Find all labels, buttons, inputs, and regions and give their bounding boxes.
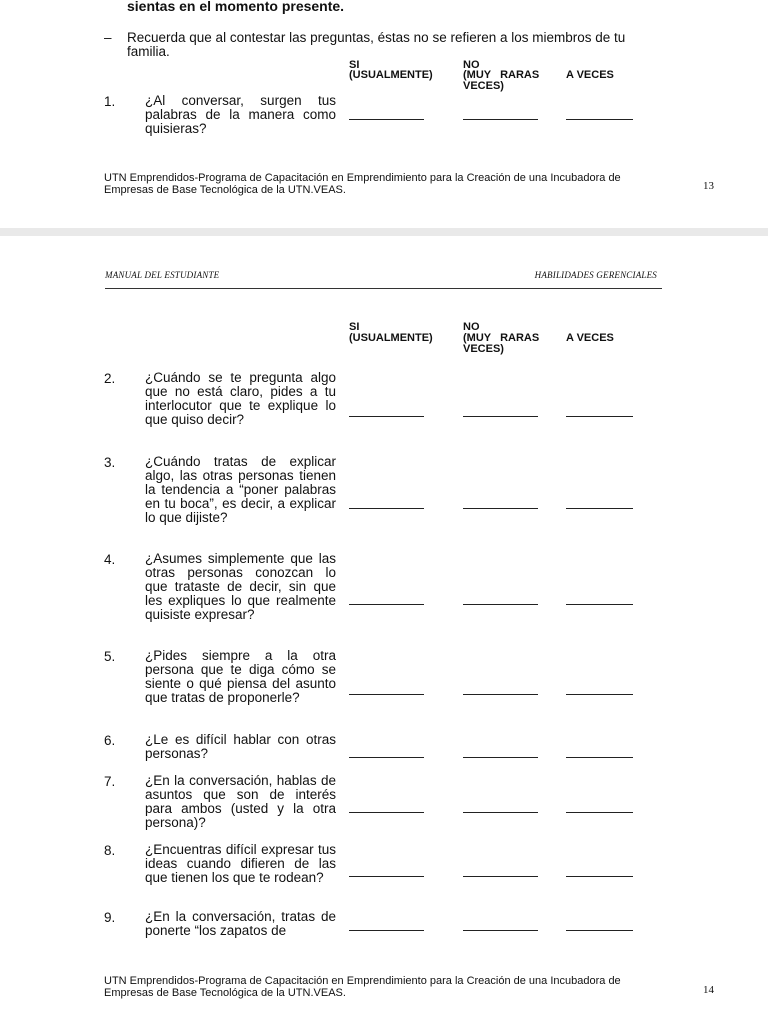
answer-no-line[interactable] [463, 694, 538, 695]
col-a-veces-label: A VECES [566, 332, 614, 344]
answer-a-veces-line[interactable] [566, 119, 633, 120]
col-muy-raras-label: (MUY RARAS [463, 69, 540, 81]
col-usualmente-label: (USUALMENTE) [349, 69, 433, 81]
col-a-veces-label: A VECES [566, 69, 614, 81]
question-text: ¿Encuentras difícil expresar tus ideas cuando difieren de las que tienen los que te rodean? [145, 842, 336, 885]
page-13 [0, 0, 768, 228]
answer-a-veces-line[interactable] [566, 876, 633, 877]
question-number: 1. [104, 94, 116, 109]
answer-si-line[interactable] [349, 812, 424, 813]
section-heading: sientas en el momento presente. [127, 0, 345, 14]
page-14 [0, 236, 768, 1024]
answer-no-line[interactable] [463, 416, 538, 417]
header-rule [105, 288, 662, 289]
question-number: 3. [104, 455, 116, 470]
answer-no-line[interactable] [463, 604, 538, 605]
col-usualmente-label: (USUALMENTE) [349, 332, 433, 344]
running-header-left: MANUAL DEL ESTUDIANTE [105, 270, 220, 280]
answer-a-veces-line[interactable] [566, 757, 633, 758]
instruction-note: Recuerda que al contestar las preguntas, éstas no se refieren a los miembros de tu familia. [127, 30, 626, 59]
col-si-label: SI [349, 321, 360, 333]
answer-a-veces-line[interactable] [566, 416, 633, 417]
answer-no-line[interactable] [463, 812, 538, 813]
bullet-dash: – [104, 30, 112, 45]
question-number: 4. [104, 552, 116, 567]
answer-a-veces-line[interactable] [566, 812, 633, 813]
answer-si-line[interactable] [349, 416, 424, 417]
question-number: 8. [104, 843, 116, 858]
answer-a-veces-line[interactable] [566, 930, 633, 931]
answer-no-line[interactable] [463, 508, 538, 509]
col-no-label: NO [463, 321, 480, 333]
footer-text: UTN Emprendidos-Programa de Capacitación en Emprendimiento para la Creación de una Incubadora de Empresas de Base Tecnológica de la UTN.VEAS. [104, 172, 621, 196]
col-si-label: SI [349, 59, 360, 71]
answer-no-line[interactable] [463, 876, 538, 877]
answer-no-line[interactable] [463, 119, 538, 120]
col-no-label: NO [463, 59, 480, 71]
footer-text: UTN Emprendidos-Programa de Capacitación en Emprendimiento para la Creación de una Incubadora de Empresas de Base Tecnológica de la UTN.VEAS. [104, 975, 621, 999]
question-text: ¿Le es difícil hablar con otras personas? [145, 732, 336, 761]
answer-no-line[interactable] [463, 930, 538, 931]
question-text: ¿Cuándo se te pregunta algo que no está claro, pides a tu interlocutor que te explique lo que quiso decir? [145, 370, 336, 427]
answer-si-line[interactable] [349, 930, 424, 931]
question-number: 2. [104, 371, 116, 386]
answer-a-veces-line[interactable] [566, 604, 633, 605]
answer-no-line[interactable] [463, 757, 538, 758]
question-text: ¿En la conversación, hablas de asuntos que son de interés para ambos (usted y la otra persona)? [145, 773, 336, 830]
question-text: ¿En la conversación, tratas de ponerte “los zapatos de [145, 909, 336, 938]
answer-a-veces-line[interactable] [566, 508, 633, 509]
question-text: ¿Cuándo tratas de explicar algo, las otras personas tienen la tendencia a “poner palabras en tu boca”, es decir, a explicar lo que dijiste? [145, 454, 336, 525]
col-veces-label: VECES) [463, 343, 504, 355]
col-muy-raras-label: (MUY RARAS [463, 332, 540, 344]
question-number: 6. [104, 733, 116, 748]
answer-si-line[interactable] [349, 876, 424, 877]
answer-si-line[interactable] [349, 508, 424, 509]
answer-si-line[interactable] [349, 119, 424, 120]
question-number: 7. [104, 774, 116, 789]
question-text: ¿Al conversar, surgen tus palabras de la manera como quisieras? [145, 93, 336, 136]
question-number: 9. [104, 910, 116, 925]
answer-si-line[interactable] [349, 694, 424, 695]
question-text: ¿Asumes simplemente que las otras personas conozcan lo que trataste de decir, sin que les expliques lo que realmente quisiste expresar? [145, 551, 336, 622]
answer-a-veces-line[interactable] [566, 694, 633, 695]
page-number: 14 [703, 984, 714, 996]
running-header-right: HABILIDADES GERENCIALES [534, 270, 657, 280]
answer-si-line[interactable] [349, 757, 424, 758]
page-number: 13 [703, 180, 714, 192]
answer-si-line[interactable] [349, 604, 424, 605]
question-number: 5. [104, 649, 116, 664]
question-text: ¿Pides siempre a la otra persona que te diga cómo se siente o qué piensa del asunto que tratas de proponerle? [145, 648, 336, 705]
col-veces-label: VECES) [463, 80, 504, 92]
